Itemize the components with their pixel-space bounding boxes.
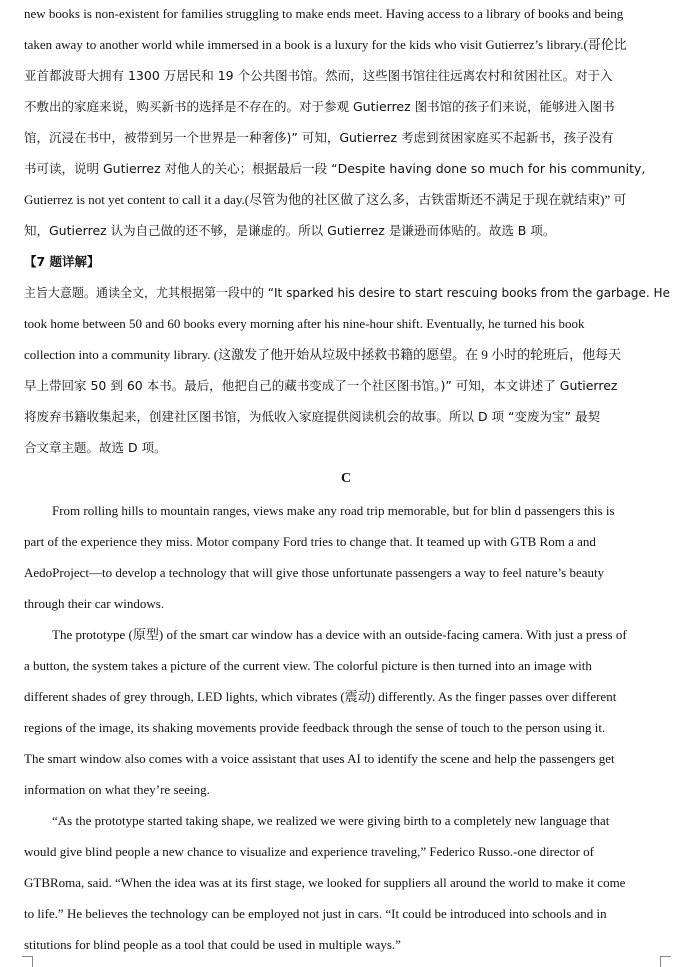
q7-line: collection into a community library. (这激发了他开始从垃圾中拯救书籍的愿望。在 9 小时的轮班后，他每天: [24, 347, 622, 362]
q7-heading: 【7 题详解】: [24, 254, 100, 269]
q7-line: 合文章主题。故选 D 项。: [24, 440, 167, 455]
answer-line: 亚首都波哥大拥有 1300 万居民和 19 个公共图书馆。然而，这些图书馆往往远离农村和贫困社区。对于入: [24, 68, 613, 83]
paragraph-line: different shades of grey through, LED lights, which vibrates (震动) differently. As the finger passes over different: [24, 689, 617, 704]
paragraph-line: From rolling hills to mountain ranges, views make any road trip memorable, but for blin d passengers this is: [52, 503, 615, 518]
page-corner-mark: [22, 956, 33, 967]
paragraph-line: regions of the image, its shaking movements provide feedback through the sense of touch to the person using it.: [24, 720, 606, 735]
section-title: C: [340, 471, 352, 486]
paragraph-line: would give blind people a new chance to visualize and experience traveling,” Federico Russo.-one director of: [24, 844, 594, 859]
answer-line: new books is non-existent for families struggling to make ends meet. Having access to a library of books and being: [24, 6, 624, 21]
q7-line: 早上带回家 50 到 60 本书。最后，他把自己的藏书变成了一个社区图书馆。)” 可知，本文讲述了 Gutierrez: [24, 378, 618, 393]
paragraph-line: stitutions for blind people as a tool that could be used in multiple ways.”: [24, 937, 401, 952]
page-corner-mark: [660, 956, 671, 967]
answer-line: 馆，沉浸在书中，被带到另一个世界是一种奢侈)” 可知，Gutierrez 考虑到贫困家庭买不起新书，孩子没有: [24, 130, 614, 145]
paragraph-line: GTBRoma, said. “When the idea was at its first stage, we looked for suppliers all around the world to make it come: [24, 875, 626, 890]
paragraph-line: The prototype (原型) of the smart car window has a device with an outside-facing camera. With just a press of: [52, 627, 627, 642]
answer-line: 书可读，说明 Gutierrez 对他人的关心；根据最后一段 “Despite having done so much for his community,: [24, 161, 646, 176]
q7-line: 将废弃书籍收集起来，创建社区图书馆，为低收入家庭提供阅读机会的故事。所以 D 项 “变废为宝” 最契: [24, 409, 600, 424]
paragraph-line: AedoProject—to develop a technology that will give those unfortunate passengers a way to feel nature’s beauty: [24, 565, 605, 580]
answer-line: taken away to another world while immersed in a book is a luxury for the kids who visit Gutierrez’s library.(哥伦比: [24, 37, 627, 52]
paragraph-line: information on what they’re seeing.: [24, 782, 210, 797]
paragraph-line: through their car windows.: [24, 596, 165, 611]
answer-line: 不敷出的家庭来说，购买新书的选择是不存在的。对于参观 Gutierrez 图书馆的孩子们来说，能够进入图书: [24, 99, 615, 114]
paragraph-line: “As the prototype started taking shape, we realized we were giving birth to a completely new language that: [52, 813, 610, 828]
answer-line: 知，Gutierrez 认为自己做的还不够，是谦虚的。所以 Gutierrez 是谦逊而体贴的。故选 B 项。: [24, 223, 556, 238]
q7-line: 主旨大意题。通读全文，尤其根据第一段中的 “It sparked his desire to start rescuing books from the garbage. He: [24, 285, 670, 300]
paragraph-line: a button, the system takes a picture of the current view. The colorful picture is then turned into an image with: [24, 658, 592, 673]
q7-line: took home between 50 and 60 books every morning after his nine-hour shift. Eventually, he turned his book: [24, 316, 585, 331]
paragraph-line: to life.” He believes the technology can be employed not just in cars. “It could be introduced into schools and in: [24, 906, 607, 921]
answer-line: Gutierrez is not yet content to call it a day.(尽管为他的社区做了这么多，古铁雷斯还不满足于现在就结束)” 可: [24, 192, 627, 207]
paragraph-line: The smart window also comes with a voice assistant that uses AI to identify the scene and help the passengers get: [24, 751, 615, 766]
paragraph-line: part of the experience they miss. Motor company Ford tries to change that. It teamed up with GTB Rom a and: [24, 534, 596, 549]
